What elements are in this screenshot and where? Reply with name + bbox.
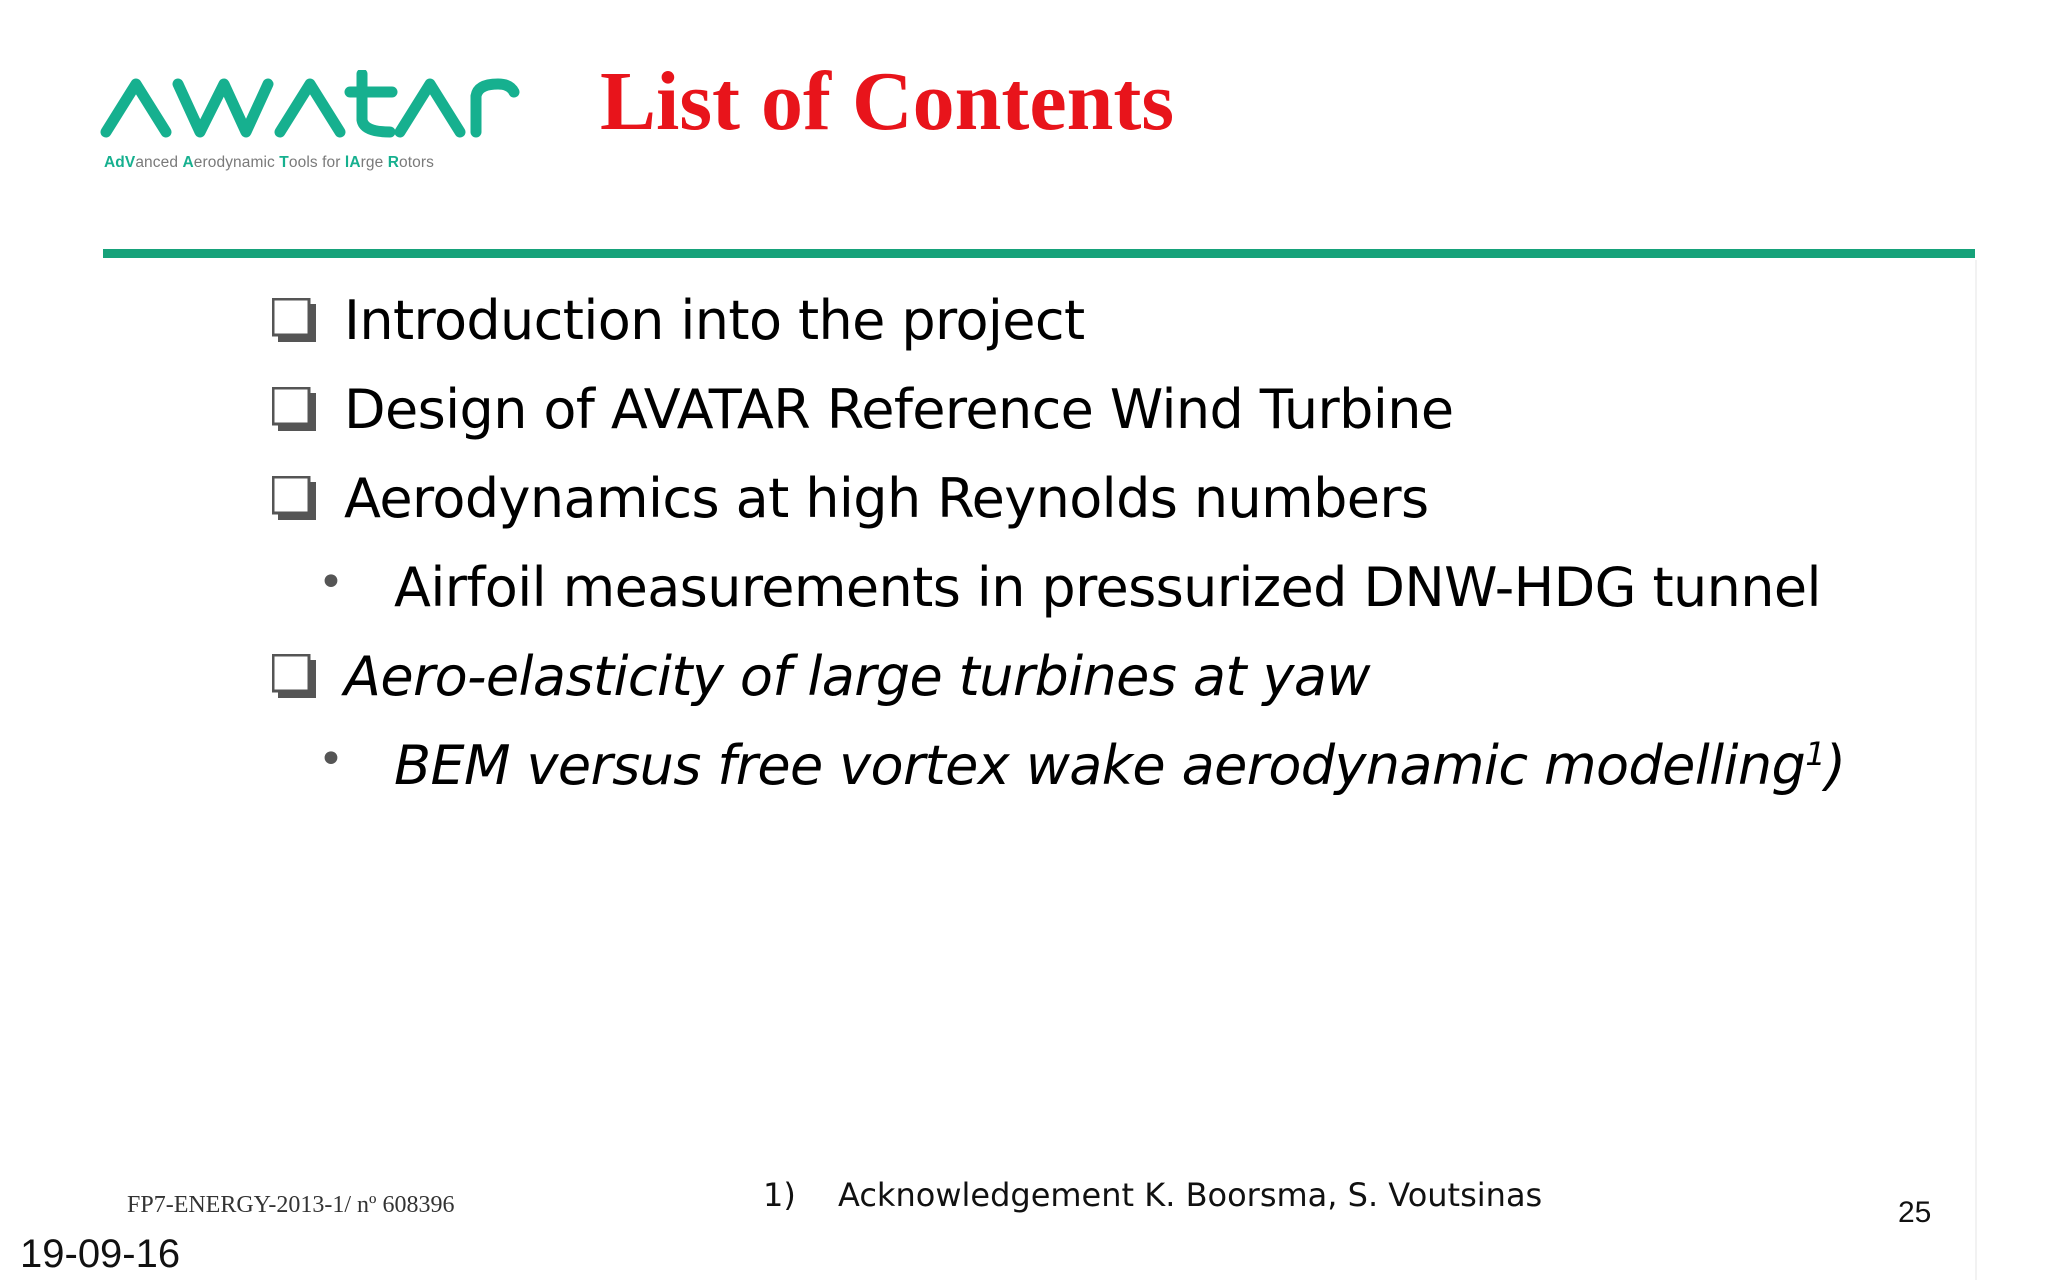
slide-date: 19-09-16: [20, 1232, 181, 1276]
contents-item-label: Introduction into the project: [344, 289, 1085, 352]
logo-tagline-segment: ools for: [288, 154, 345, 171]
bullet-icon: •: [318, 734, 344, 785]
logo-tagline-segment: rge: [360, 154, 388, 171]
title-divider: [103, 249, 1975, 258]
contents-item-label: Aerodynamics at high Reynolds numbers: [344, 467, 1429, 530]
logo-tagline-segment: R: [387, 154, 400, 171]
checkbox-icon: [272, 476, 316, 520]
slide-title: List of Contents: [600, 55, 1175, 148]
footnote-number: 1): [763, 1176, 796, 1214]
contents-item-label: [394, 734, 1846, 797]
footnote-text: Acknowledgement K. Boorsma, S. Voutsinas: [838, 1176, 1543, 1214]
contents-item-text: BEM versus free vortex wake aerodynamic modelling: [394, 734, 1806, 797]
contents-item-label: Aero-elasticity of large turbines at yaw: [344, 645, 1370, 708]
logo-tagline-segment: T: [279, 154, 289, 171]
logo-tagline-segment: Ad: [104, 154, 125, 171]
checkbox-icon: [272, 654, 316, 698]
project-code: FP7-ENERGY-2013-1/ nº 608396: [127, 1192, 455, 1218]
logo-tagline: [104, 154, 434, 172]
logo-tagline-segment: A: [182, 154, 194, 171]
checkbox-icon: [272, 298, 316, 342]
logo-tagline-segment: V: [124, 154, 136, 171]
footnote: [763, 1176, 1542, 1214]
contents-item-suffix: ): [1825, 734, 1846, 797]
bullet-icon: •: [318, 557, 344, 608]
checkbox-icon: [272, 387, 316, 431]
logo-tagline-segment: otors: [399, 154, 434, 171]
contents-item-label: Design of AVATAR Reference Wind Turbine: [344, 378, 1454, 441]
logo-tagline-segment: erodynamic: [193, 154, 280, 171]
contents-item-label: Airfoil measurements in pressurized DNW-HDG tunnel: [394, 556, 1821, 619]
logo-tagline-segment: lA: [344, 154, 361, 171]
slide-edge: [1975, 260, 1977, 1280]
footnote-ref: 1: [1805, 735, 1825, 773]
logo-tagline-segment: anced: [135, 154, 183, 171]
page-number: 25: [1898, 1196, 1932, 1229]
